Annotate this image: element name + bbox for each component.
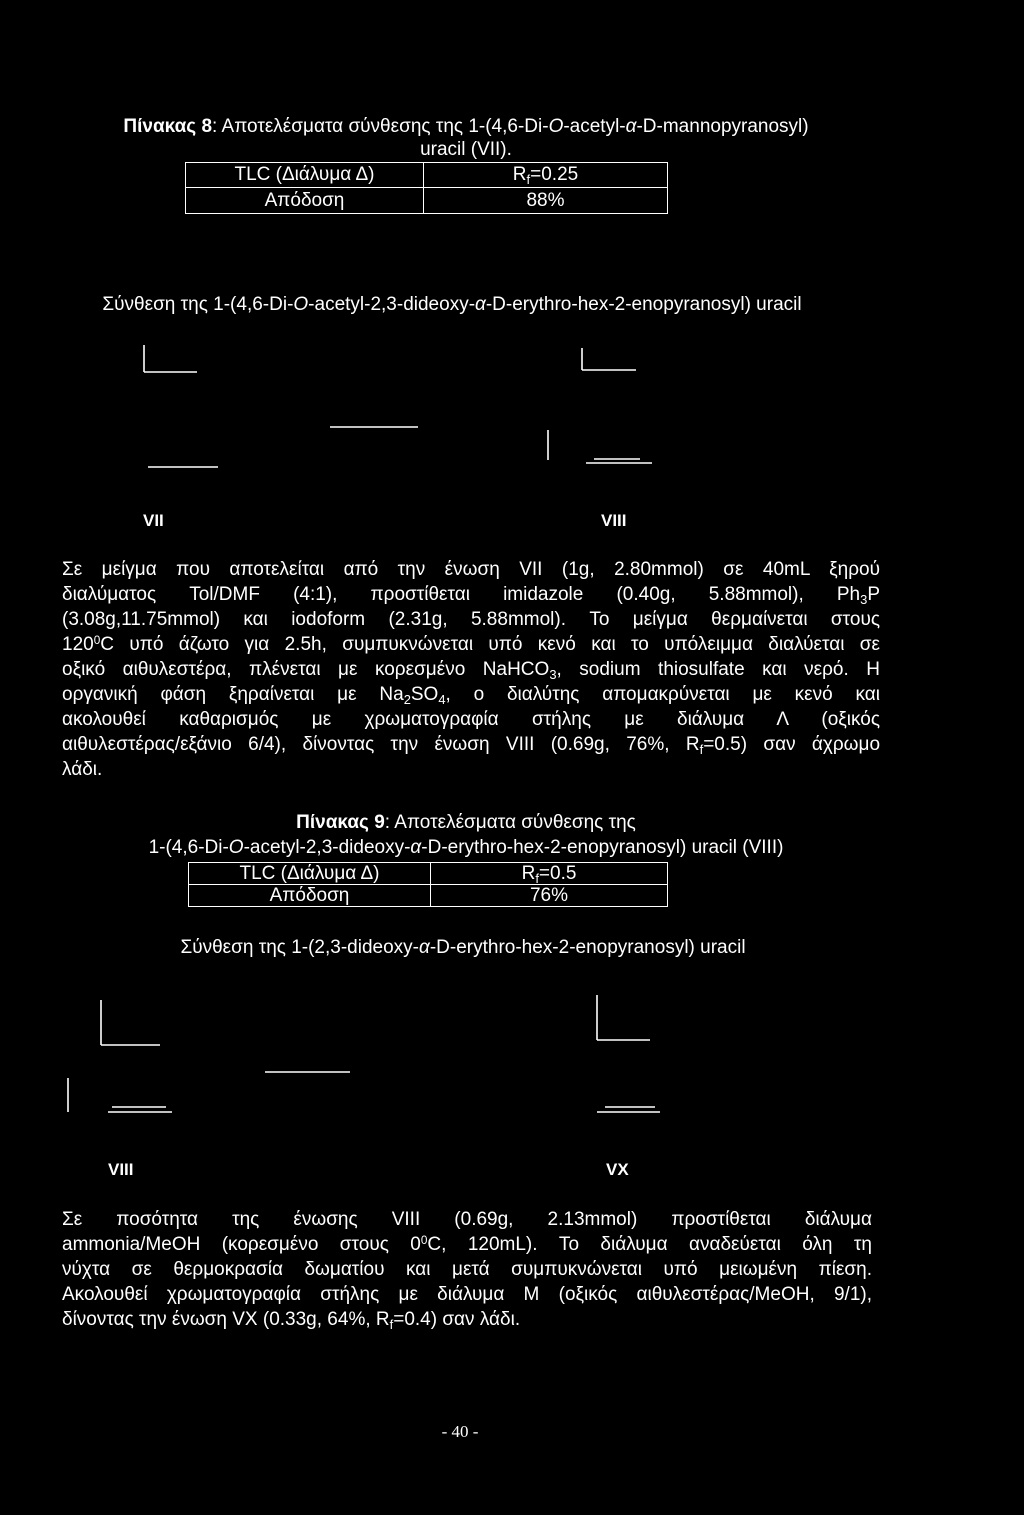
- table-cell-value: [424, 188, 668, 214]
- text-run: α: [418, 937, 430, 958]
- text-run: Σύνθεση της 1-(4,6-Di-: [102, 294, 294, 315]
- text-run: 4: [438, 692, 446, 708]
- text-run: TLC (Διάλυμα Δ): [239, 862, 380, 884]
- procedure-paragraph-1: [62, 557, 880, 782]
- table-cell-label: [186, 188, 424, 214]
- text-run: =0.5) σαν άχρωμο: [703, 734, 881, 755]
- text-run: f: [389, 1317, 394, 1333]
- table-9-caption: [0, 810, 932, 860]
- table-row: [186, 163, 668, 188]
- paragraph-line: [62, 607, 880, 632]
- text-run: οξικό αιθυλεστέρα, πλένεται με κορεσμένο NaHCO: [62, 659, 550, 680]
- text-run: -acetyl-2,3-dideoxy-: [308, 294, 476, 315]
- text-run: 0: [93, 633, 101, 647]
- reaction-scheme-2: [68, 995, 660, 1112]
- text-run: λάδι.: [62, 759, 103, 780]
- compound-label-reactant: VII: [143, 511, 164, 530]
- table-8-caption: [0, 115, 932, 161]
- text-run: δίνοντας την ένωση VX (0.33g, 64%, R: [62, 1309, 390, 1330]
- table-9-label: Πίνακας 9: [296, 812, 385, 833]
- table-cell-value: [424, 163, 668, 188]
- text-run: (3.08g,11.75mmol) και iodoform (2.31g, 5.88mmol). Το μείγμα θερμαίνεται στους: [62, 609, 880, 630]
- table-cell-label: [189, 863, 431, 885]
- paragraph-line: [62, 1282, 872, 1307]
- paragraph-line: [62, 632, 880, 657]
- reaction-scheme-1: [144, 345, 652, 467]
- compound-label-product: VIII: [601, 511, 627, 530]
- text-run: =0.5: [538, 862, 577, 884]
- procedure-paragraph-2: [62, 1207, 872, 1332]
- text-run: α: [475, 294, 486, 315]
- text-run: R: [521, 862, 536, 884]
- text-run: Απόδοση: [264, 189, 345, 211]
- caption-line: [0, 138, 932, 161]
- paragraph-line: [62, 1207, 872, 1232]
- text-run: Σύνθεση της 1-(2,3-dideoxy-: [180, 937, 419, 958]
- text-run: νύχτα σε θερμοκρασία δωματίου και μετά συμπυκνώνεται υπό μειωμένη πίεση.: [62, 1259, 872, 1280]
- text-run: -acetyl-2,3-dideoxy-: [243, 837, 411, 858]
- text-run: C υπό άζωτο για 2.5h, συμπυκνώνεται υπό κενό και το υπόλειμμα διαλύεται σε: [100, 634, 880, 655]
- text-run: SO: [410, 684, 439, 705]
- text-run: uracil (VII).: [420, 139, 512, 160]
- paragraph-line: [62, 1257, 872, 1282]
- text-run: 120: [62, 634, 94, 655]
- table-row: [189, 885, 668, 907]
- paragraph-line: [62, 707, 880, 732]
- text-run: οργανική φάση ξηραίνεται με Na: [62, 684, 404, 705]
- text-run: 3: [860, 592, 868, 608]
- table-8-label: Πίνακας 8: [123, 116, 213, 137]
- table-cell-value: [431, 885, 668, 907]
- table-row: [189, 863, 668, 885]
- text-run: Ακολουθεί χρωματογραφία στήλης με διάλυμα Μ (οξικός αιθυλεστέρας/MeOH, 9/1),: [62, 1284, 872, 1305]
- text-run: 2: [403, 692, 411, 708]
- text-run: 0: [420, 1233, 428, 1247]
- text-run: C, 120mL). Το διάλυμα αναδεύεται όλη τη: [427, 1234, 872, 1255]
- results-table-8: [185, 162, 668, 214]
- text-run: ammonia/MeOH (κορεσμένο στους 0: [62, 1234, 421, 1255]
- text-run: f: [535, 870, 539, 886]
- text-run: TLC (Διάλυμα Δ): [234, 164, 375, 185]
- text-run: Σε μείγμα που αποτελείται από την ένωση VII (1g, 2.80mmol) σε 40mL ξηρού: [62, 559, 880, 580]
- paragraph-line: [62, 1232, 872, 1257]
- caption-line: [0, 115, 932, 138]
- compound-label-reactant: VIII: [108, 1160, 134, 1179]
- text-run: : Αποτελέσματα σύνθεσης της 1-(4,6-Di-: [212, 116, 549, 137]
- text-run: 1-(4,6-Di-: [148, 837, 229, 858]
- section-heading-2: [0, 935, 926, 960]
- paragraph-line: [62, 557, 880, 582]
- text-run: 76%: [529, 884, 569, 906]
- text-run: -acetyl-: [563, 116, 626, 137]
- caption-line: [0, 835, 932, 860]
- text-run: , sodium thiosulfate και νερό. Η: [556, 659, 880, 680]
- text-run: : Αποτελέσματα σύνθεσης της: [384, 812, 636, 833]
- text-run: 88%: [526, 189, 565, 211]
- table-cell-value: [431, 863, 668, 885]
- text-run: O: [293, 294, 309, 315]
- text-run: =0.25: [530, 164, 579, 185]
- text-run: , ο διαλύτης απομακρύνεται με κενό και: [445, 684, 881, 705]
- text-run: O: [228, 837, 244, 858]
- text-run: -D-erythro-hex-2-enopyranosyl) uracil (VIII): [421, 837, 784, 858]
- text-run: -D-mannopyranosyl): [636, 116, 809, 137]
- compound-label-product: VX: [606, 1160, 629, 1179]
- paragraph-line: [62, 657, 880, 682]
- results-table-9: [188, 862, 668, 907]
- text-run: -D-erythro-hex-2-enopyranosyl) uracil: [485, 294, 802, 315]
- text-run: 3: [549, 667, 557, 683]
- text-run: R: [512, 164, 527, 185]
- text-run: α: [625, 116, 637, 137]
- text-run: αιθυλεστέρας/εξάνιο 6/4), δίνοντας την ένωση VIII (0.69g, 76%, R: [62, 734, 700, 755]
- text-run: ακολουθεί καθαρισμός με χρωματογραφία στήλης με διάλυμα Λ (οξικός: [62, 709, 880, 730]
- text-run: α: [410, 837, 422, 858]
- text-run: Απόδοση: [269, 884, 350, 906]
- section-heading-1: [0, 292, 904, 317]
- text-run: f: [699, 742, 704, 758]
- text-run: f: [526, 172, 531, 188]
- paragraph-line: [62, 1307, 872, 1332]
- text-run: =0.4) σαν λάδι.: [393, 1309, 521, 1330]
- text-run: O: [548, 116, 564, 137]
- caption-line: [0, 810, 932, 835]
- text-run: P: [867, 584, 880, 605]
- text-run: Σε ποσότητα της ένωσης VIII (0.69g, 2.13mmol) προστίθεται διάλυμα: [62, 1209, 872, 1230]
- table-row: [186, 188, 668, 214]
- paragraph-line: [62, 682, 880, 707]
- paragraph-line: [62, 757, 880, 782]
- page-number: - 40 -: [441, 1422, 479, 1441]
- table-cell-label: [186, 163, 424, 188]
- table-cell-label: [189, 885, 431, 907]
- paragraph-line: [62, 582, 880, 607]
- paragraph-line: [62, 732, 880, 757]
- text-run: διαλύματος Tol/DMF (4:1), προστίθεται imidazole (0.40g, 5.88mmol), Ph: [62, 584, 861, 605]
- text-run: -D-erythro-hex-2-enopyranosyl) uracil: [429, 937, 746, 958]
